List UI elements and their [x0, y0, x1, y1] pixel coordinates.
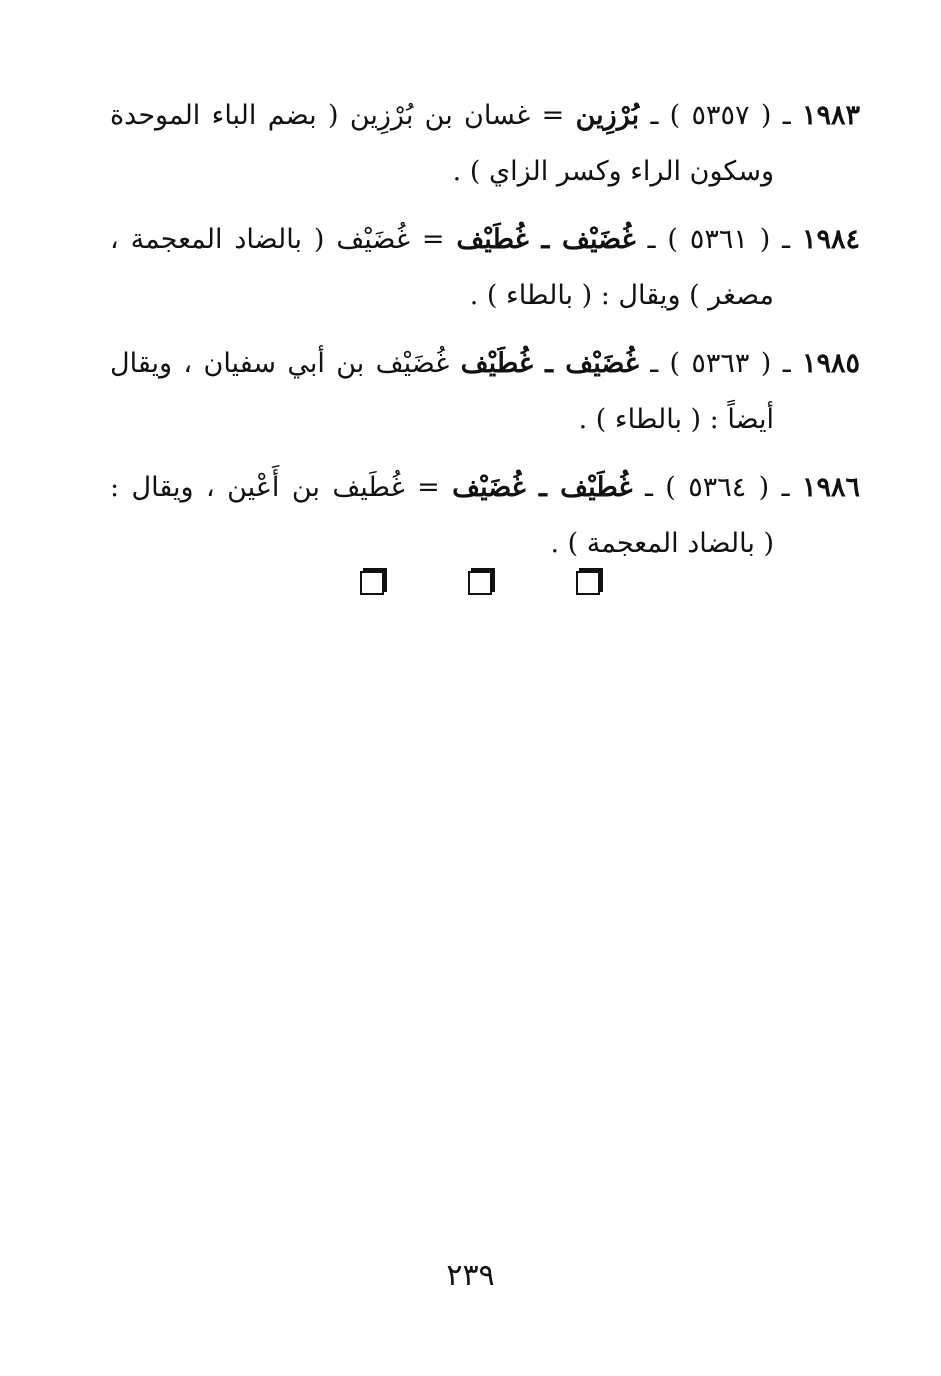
entry-1983	[110, 88, 860, 200]
entry-headword: بُرْزِين	[575, 100, 640, 131]
entry-number: ١٩٨٤	[801, 224, 860, 255]
entries-list	[110, 88, 860, 584]
entry-continuation: أيضاً : ( بالطاء ) .	[578, 404, 774, 435]
entry-continuation: ( بالضاد المعجمة ) .	[550, 528, 774, 559]
entry-1986	[110, 460, 860, 572]
separator-box-icon	[576, 571, 600, 595]
section-separator	[360, 568, 600, 594]
page-number: ٢٣٩	[446, 1258, 495, 1293]
entry-reference: ـ ( ٥٣٥٧ ) ـ	[650, 100, 791, 131]
entry-headword: غُضَيْف ـ غُطَيْف	[456, 224, 636, 255]
entry-headword: غُضَيْف ـ غُطَيْف	[460, 348, 639, 379]
entry-continuation: مصغر ) ويقال : ( بالطاء ) .	[469, 280, 774, 311]
entry-reference: ـ ( ٥٣٦٤ ) ـ	[644, 472, 790, 503]
entry-text: = غُطَيف بن أَعْين ، ويقال :	[110, 472, 440, 503]
entry-reference: ـ ( ٥٣٦١ ) ـ	[647, 224, 791, 255]
separator-box-icon	[360, 571, 384, 595]
entry-text: = غسان بن بُرْزِين ( بضم الباء الموحدة	[110, 100, 565, 131]
entry-number: ١٩٨٥	[801, 348, 860, 379]
separator-box-icon	[468, 571, 492, 595]
entry-line	[110, 212, 860, 268]
entry-text: = غُضَيْف ( بالضاد المعجمة ،	[110, 224, 445, 255]
entry-line	[110, 336, 860, 392]
entry-line	[110, 460, 860, 516]
entry-1985	[110, 336, 860, 448]
entry-continuation: وسكون الراء وكسر الزاي ) .	[452, 156, 774, 187]
entry-1984	[110, 212, 860, 324]
entry-number: ١٩٨٦	[801, 472, 860, 503]
entry-reference: ـ ( ٥٣٦٣ ) ـ	[650, 348, 791, 379]
entry-text: غُضَيْف بن أبي سفيان ، ويقال	[110, 348, 450, 379]
entry-headword: غُطَيْف ـ غُضَيْف	[452, 472, 633, 503]
entry-line	[110, 88, 860, 144]
entry-number: ١٩٨٣	[801, 100, 860, 131]
